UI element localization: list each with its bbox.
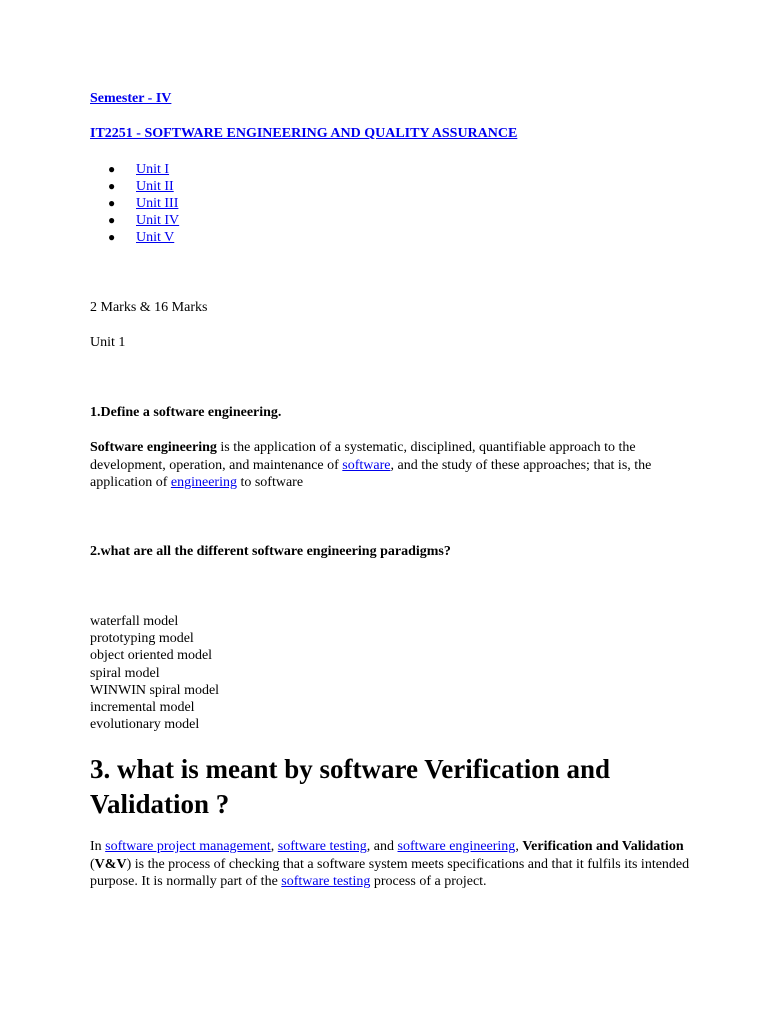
unit-link-2[interactable]: Unit II [136,179,174,194]
answer-3-sep-1: , [270,839,278,854]
unit-link-4[interactable]: Unit IV [136,213,180,228]
answer-3-text-b: ) is the process of checking that a software system meets specifications and that it fulfils its intended purpose. It is normally part of the [90,856,690,889]
bullet-icon: ● [108,179,116,193]
bullet-icon: ● [108,230,116,244]
answer-3-sep-3: , [515,839,523,854]
list-item: object oriented model [90,648,213,664]
list-item: waterfall model [90,614,179,629]
answer-1 [90,439,690,492]
semester-link[interactable]: Semester - IV [90,91,172,106]
unit-list [90,161,179,246]
unit-link-3[interactable]: Unit III [136,196,179,211]
software-engineering-link[interactable]: software engineering [397,839,516,854]
list-item [108,178,179,195]
answer-1-text-a: is the application of a systematic, disciplined, quantifiable approach to the development, operation, and maintenance of [90,440,636,473]
answer-3-text-a: ( [90,856,95,872]
unit-link-1[interactable]: Unit I [136,162,170,177]
model-list [90,613,219,733]
list-item [108,229,179,246]
list-item: incremental model [90,700,195,716]
unit-link-5[interactable]: Unit V [136,230,175,245]
bullet-icon: ● [108,213,116,227]
course-link[interactable]: IT2251 - SOFTWARE ENGINEERING AND QUALITY ASSURANCE [90,126,518,141]
list-item [108,212,180,229]
bullet-icon: ● [108,196,116,210]
semester-heading [90,90,171,108]
software-project-management-link[interactable]: software project management [105,839,271,854]
answer-1-term: Software engineering [90,440,217,455]
engineering-link[interactable]: engineering [170,475,237,490]
question-1: 1.Define a software engineering. [90,405,282,420]
list-item [108,195,179,212]
answer-3-abbr: V&V [94,856,127,872]
marks-line: 2 Marks & 16 Marks [90,300,208,315]
software-testing-link-2[interactable]: software testing [281,874,371,889]
answer-3-intro: In [90,839,106,854]
answer-1-text-b: , and the study of these approaches; that is, the application of [90,457,652,490]
list-item: prototyping model [90,631,194,647]
software-testing-link[interactable]: software testing [277,839,367,854]
list-item: evolutionary model [90,717,200,733]
course-heading [90,125,517,143]
answer-3-term: Verification and Validation [522,839,684,854]
software-link[interactable]: software [342,457,391,473]
list-item: spiral model [90,665,160,681]
list-item [108,161,179,178]
answer-1-text-c: to software [236,475,304,490]
answer-3-text-c: process of a project. [370,874,487,889]
answer-3-sep-2: , and [366,839,398,854]
question-2: 2.what are all the different software engineering paradigms? [90,544,451,559]
bullet-icon: ● [108,162,116,176]
answer-3 [90,838,690,891]
unit-line: Unit 1 [90,335,126,350]
list-item: WINWIN spiral model [90,682,220,698]
question-3-heading: 3. what is meant by software Verification and Validation ? [90,754,611,819]
